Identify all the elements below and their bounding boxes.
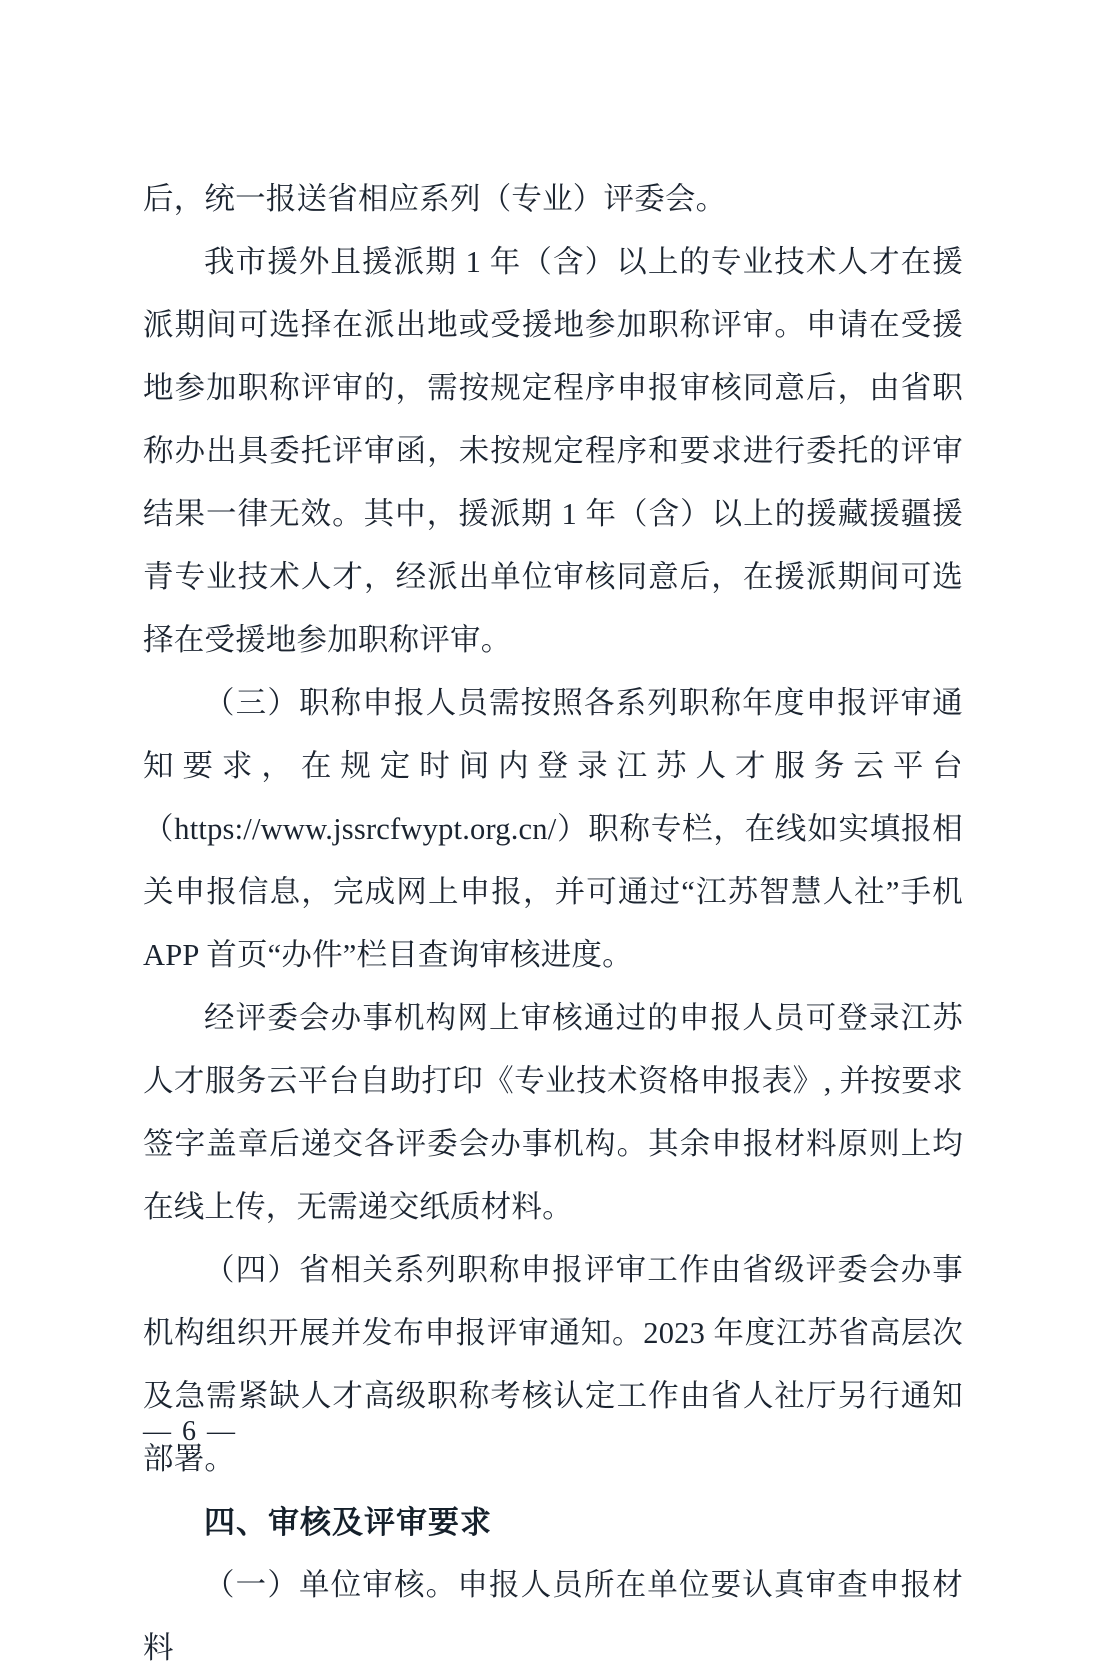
document-body (143, 168, 963, 1680)
paragraph-1: 后，统一报送省相应系列（专业）评委会。 (143, 182, 727, 216)
page-number: — 6 — (143, 1416, 237, 1447)
paragraph-3: （三）职称申报人员需按照各系列职称年度申报评审通知要求，在规定时间内登录江苏人才服务云平台（https://www.jssrcfwypt.org.cn/）职称专栏，在线如实填报相关申报信息，完成网上申报，并可通过“江苏智慧人社”手机 APP 首页“办件”栏目查询审核进度。 (143, 686, 963, 972)
paragraph-2: 我市援外且援派期 1 年（含）以上的专业技术人才在援派期间可选择在派出地或受援地参加职称评审。申请在受援地参加职称评审的，需按规定程序申报审核同意后，由省职称办出具委托评审函，未按规定程序和要求进行委托的评审结果一律无效。其中，援派期 1 年（含）以上的援藏援疆援青专业技术人才，经派出单位审核同意后，在援派期间可选择在受援地参加职称评审。 (143, 245, 963, 657)
paragraph-6: （一）单位审核。申报人员所在单位要认真审查申报材料 (143, 1568, 963, 1665)
section-heading: 四、审核及评审要求 (204, 1505, 492, 1540)
paragraph-5: （四）省相关系列职称申报评审工作由省级评委会办事机构组织开展并发布申报评审通知。2023 年度江苏省高层次及急需紧缺人才高级职称考核认定工作由省人社厅另行通知部署。 (143, 1253, 963, 1476)
paragraph-4: 经评委会办事机构网上审核通过的申报人员可登录江苏人才服务云平台自助打印《专业技术资格申报表》, 并按要求签字盖章后递交各评委会办事机构。其余申报材料原则上均在线上传，无需递交纸质材料。 (143, 1001, 963, 1224)
